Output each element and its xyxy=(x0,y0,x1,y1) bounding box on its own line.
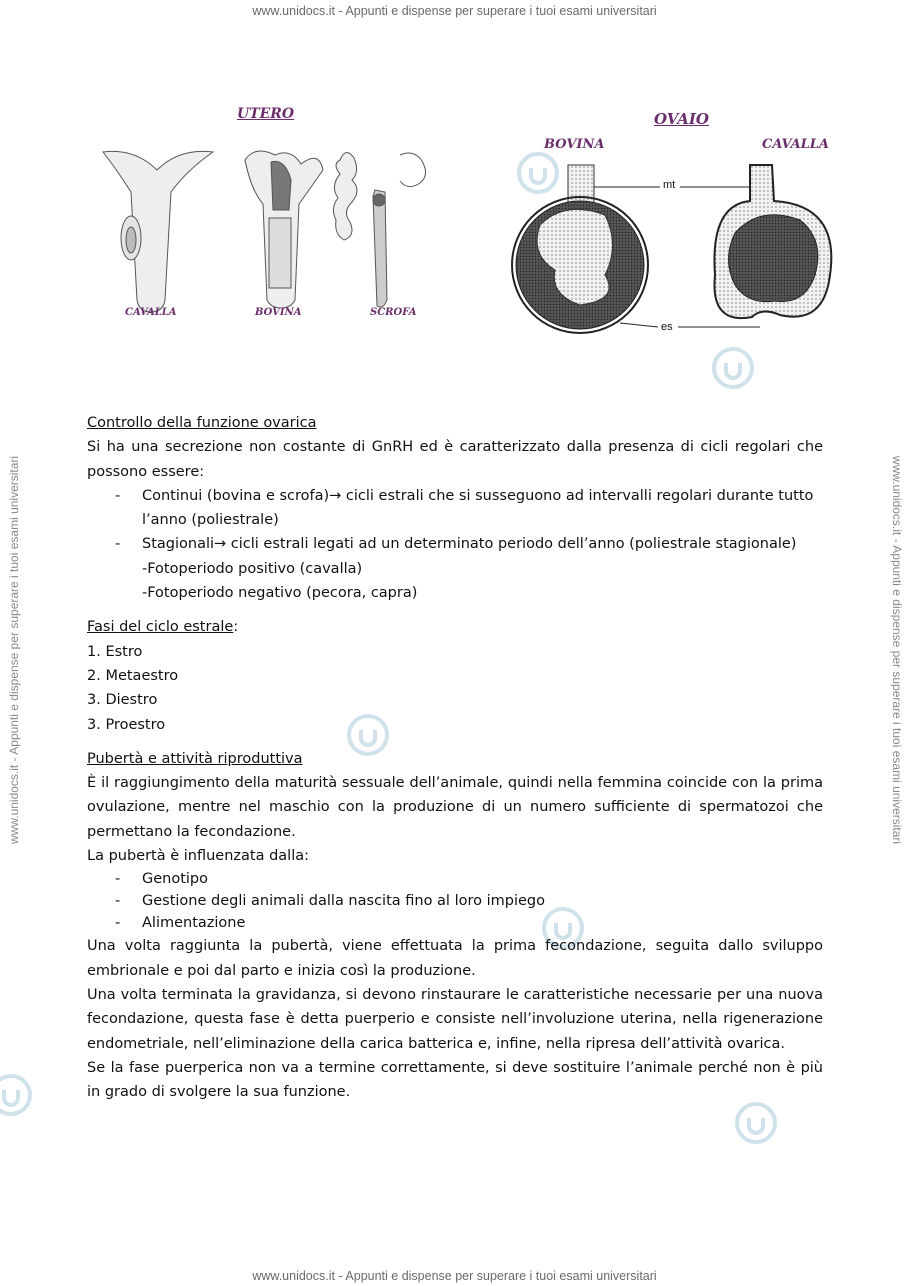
unidocs-logo-watermark-icon xyxy=(0,1072,34,1118)
puberta-p3: Una volta raggiunta la pubertà, viene effettuata la prima fecondazione, seguita dallo sviluppo embrionale e poi dal parto e inizia così la produzione. xyxy=(87,938,823,979)
utero-illustration xyxy=(95,100,440,325)
uterus-bovina-drawing xyxy=(245,151,323,308)
controllo-list xyxy=(87,484,823,557)
fasi-list xyxy=(87,640,823,737)
heading-puberta: Pubertà e attività riproduttiva xyxy=(87,750,303,767)
watermark-banner-top: www.unidocs.it - Appunti e dispense per superare i tuoi esami universitari xyxy=(252,4,657,18)
controllo-subitem: -Fotoperiodo positivo (cavalla) xyxy=(142,560,363,577)
utero-label-scrofa: SCROFA xyxy=(370,307,417,318)
puberta-p1: È il raggiungimento della maturità sessuale dell’animale, quindi nella femmina coincide con la prima ovulazione, mentre nel maschio con la produzione di un numero sufficiente di spermatozoi che permettano la fecondazione. xyxy=(87,775,823,840)
uterus-cavalla-drawing xyxy=(103,151,213,312)
list-item: - Gestione degli animali dalla nascita fino al loro impiego xyxy=(87,890,823,912)
ovaio-illustration xyxy=(510,105,840,350)
uterus-scrofa-drawing xyxy=(333,152,425,307)
unidocs-logo-watermark-icon xyxy=(710,345,756,391)
list-item: - Stagionali→ cicli estrali legati ad un determinato periodo dell’anno (poliestrale stagionale) xyxy=(87,532,823,556)
ovaio-label-bovina: BOVINA xyxy=(544,137,605,152)
list-item: - Alimentazione xyxy=(87,912,823,934)
ovary-cavalla-drawing xyxy=(714,165,831,318)
ovaio-annotation-es: es xyxy=(661,321,673,333)
watermark-side-right: www.unidocs.it - Appunti e dispense per superare i tuoi esami universitari xyxy=(890,455,904,845)
list-item: - Genotipo xyxy=(87,868,823,890)
heading-controllo: Controllo della funzione ovarica xyxy=(87,415,317,431)
controllo-intro: Si ha una secrezione non costante di GnRH ed è caratterizzato dalla presenza di cicli regolari che possono essere: xyxy=(87,439,823,480)
puberta-p5: Se la fase puerperica non va a termine correttamente, si deve sostituire l’animale perché non è più in grado di svolgere la sua funzione. xyxy=(87,1059,823,1101)
heading-fasi: Fasi del ciclo estrale xyxy=(87,619,234,636)
utero-figure xyxy=(95,100,440,325)
utero-label-bovina: BOVINA xyxy=(255,307,302,318)
heading-fasi-colon: : xyxy=(233,619,239,636)
puberta-list xyxy=(87,868,823,934)
fasi-heading-line xyxy=(87,615,823,639)
puberta-p2: La pubertà è influenzata dalla: xyxy=(87,848,310,865)
ovary-bovina-drawing xyxy=(512,165,648,333)
ovaio-annotation-mt: mt xyxy=(663,179,676,191)
ovaio-figure xyxy=(510,105,840,350)
utero-title: UTERO xyxy=(237,106,295,122)
ovaio-label-cavalla: CAVALLA xyxy=(762,137,830,152)
list-item: 3. Diestro xyxy=(87,692,158,709)
controllo-subitem: -Fotoperiodo negativo (pecora, capra) xyxy=(142,585,418,602)
ovaio-title: OVAIO xyxy=(654,110,709,128)
list-item: 2. Metaestro xyxy=(87,667,179,684)
list-item: 1. Estro xyxy=(87,643,143,660)
watermark-side-left: www.unidocs.it - Appunti e dispense per superare i tuoi esami universitari xyxy=(7,455,21,845)
puberta-p4: Una volta terminata la gravidanza, si devono rinstaurare le caratteristiche necessarie per una nuova fecondazione, questa fase è detta puerperio e consiste nell’involuzione uterina, nella rigenerazione endometriale, nell’eliminazione della carica batterica e, infine, nella ripresa dell’attività ovarica. xyxy=(87,986,823,1052)
list-item: 3. Proestro xyxy=(87,716,166,733)
watermark-banner-bottom: www.unidocs.it - Appunti e dispense per superare i tuoi esami universitari xyxy=(252,1269,657,1283)
document-body xyxy=(87,411,823,1104)
unidocs-logo-watermark-icon xyxy=(733,1100,779,1146)
utero-label-cavalla: CAVALLA xyxy=(125,307,177,318)
list-item: - Continui (bovina e scrofa)→ cicli estrali che si susseguono ad intervalli regolari durante tutto l’anno (poliestrale) xyxy=(87,484,823,533)
